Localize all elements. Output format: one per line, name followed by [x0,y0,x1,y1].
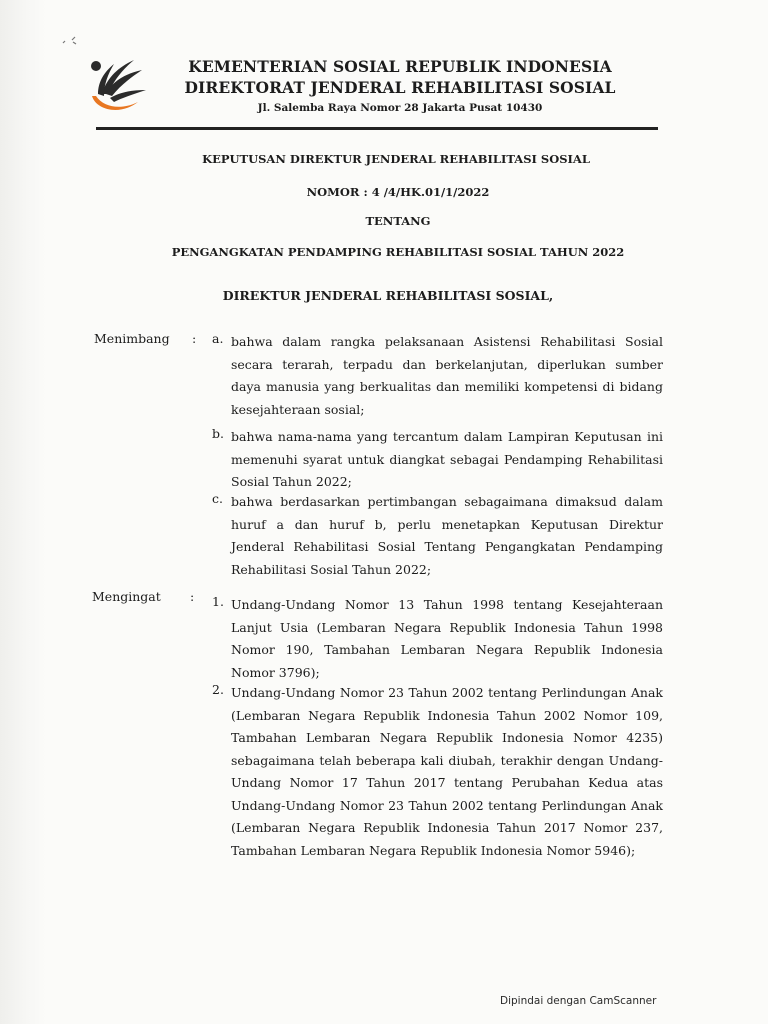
decree-issuer: DIREKTUR JENDERAL REHABILITASI SOSIAL, [222,288,554,303]
ministry-name: KEMENTERIAN SOSIAL REPUBLIK INDONESIA [188,57,612,76]
ministry-logo-icon [86,54,148,116]
mengingat-item-2-marker: 2. [212,682,224,697]
letterhead [150,56,650,117]
letterhead-divider [96,127,658,130]
menimbang-item-c: bahwa berdasarkan pertimbangan sebagaimana dimaksud dalam huruf a dan huruf b, perlu menetapkan Keputusan Direktur Jenderal Rehabilitasi Sosial Tentang Pengangkatan Pendamping Rehabilitasi Sosial Tahun 2022; [231,494,663,577]
menimbang-item-c-marker: c. [212,491,223,506]
mengingat-colon: : [190,589,195,604]
decree-about: TENTANG [365,214,431,228]
scan-mark-icon [60,34,100,48]
menimbang-item-a-marker: a. [212,331,224,346]
menimbang-item-a: bahwa dalam rangka pelaksanaan Asistensi Rehabilitasi Sosial secara terarah, terpadu dan berkelanjutan, diperlukan sumber daya manusia yang berkualitas dan memiliki kompetensi di bidang kesejahteraan sosial; [231,334,663,417]
menimbang-item-b: bahwa nama-nama yang tercantum dalam Lampiran Keputusan ini memenuhi syarat untuk diangkat sebagai Pendamping Rehabilitasi Sosial Tahun 2022; [231,429,663,489]
office-address: Jl. Salemba Raya Nomor 28 Jakarta Pusat 10430 [257,102,543,114]
decree-number: NOMOR : 4 /4/HK.01/1/2022 [306,185,490,199]
mengingat-item-2: Undang-Undang Nomor 23 Tahun 2002 tentang Perlindungan Anak (Lembaran Negara Republik Indonesia Tahun 2002 Nomor 109, Tambahan Lembaran Negara Republik Indonesia Nomor 4235) sebagaimana telah beberapa kali diubah, terakhir dengan Undang-Undang Nomor 17 Tahun 2017 tentang Perubahan Kedua atas Undang-Undang Nomor 23 Tahun 2002 tentang Perlindungan Anak (Lembaran Negara Republik Indonesia Tahun 2017 Nomor 237, Tambahan Lembaran Negara Republik Indonesia Nomor 5946); [231,685,663,858]
decree-subject: PENGANGKATAN PENDAMPING REHABILITASI SOSIAL TAHUN 2022 [171,245,625,259]
mengingat-label: Mengingat [92,589,161,604]
directorate-name: DIREKTORAT JENDERAL REHABILITASI SOSIAL [184,78,616,97]
mengingat-item-1: Undang-Undang Nomor 13 Tahun 1998 tentang Kesejahteraan Lanjut Usia (Lembaran Negara Republik Indonesia Tahun 1998 Nomor 190, Tambahan Lembaran Negara Republik Indonesia Nomor 3796); [231,597,663,680]
menimbang-label: Menimbang [94,331,170,346]
menimbang-colon: : [192,331,197,346]
menimbang-item-b-marker: b. [212,426,224,441]
decree-title: KEPUTUSAN DIREKTUR JENDERAL REHABILITASI SOSIAL [202,152,590,166]
mengingat-item-1-marker: 1. [212,594,224,609]
scanner-watermark: Dipindai dengan CamScanner [500,995,657,1007]
